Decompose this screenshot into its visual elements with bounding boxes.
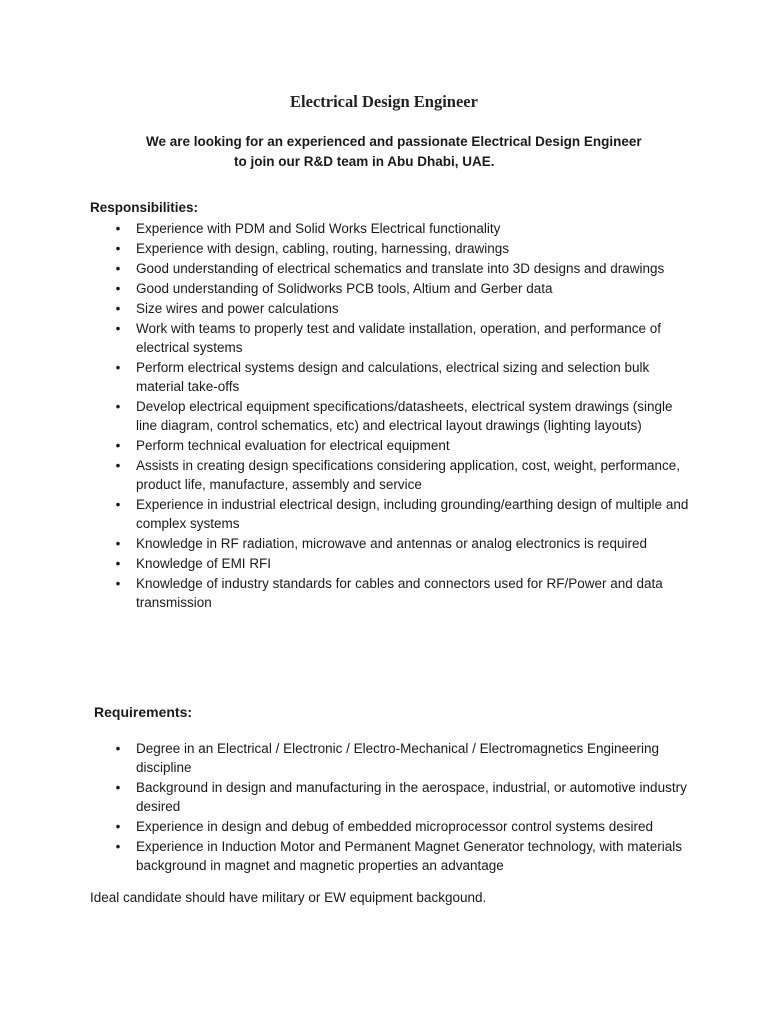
- bullet-icon: •: [115, 321, 121, 336]
- list-item-text: Experience with PDM and Solid Works Electrical functionality: [136, 221, 501, 236]
- list-item: [110, 219, 690, 238]
- list-item: [110, 495, 690, 533]
- list-item-text: Experience in design and debug of embedded microprocessor control systems desired: [136, 819, 654, 834]
- list-item-text: Knowledge of EMI RFI: [136, 556, 272, 571]
- list-item: [110, 299, 690, 318]
- list-item-text: Experience in industrial electrical design, including grounding/earthing design of multiple and complex systems: [136, 497, 689, 531]
- list-item-text: Experience in Induction Motor and Permanent Magnet Generator technology, with materials background in magnet and magnetic properties an advantage: [136, 839, 683, 873]
- list-item: [110, 397, 690, 435]
- list-item-text: Work with teams to properly test and validate installation, operation, and performance of electrical systems: [136, 321, 662, 355]
- list-item: [110, 319, 690, 357]
- bullet-icon: •: [115, 301, 121, 316]
- bullet-icon: •: [115, 399, 121, 414]
- bullet-icon: •: [115, 536, 121, 551]
- list-item-text: Experience with design, cabling, routing, harnessing, drawings: [136, 241, 509, 256]
- list-item: [110, 436, 690, 455]
- intro-line-1: We are looking for an experienced and passionate Electrical Design Engineer: [146, 134, 642, 149]
- list-item-text: Knowledge of industry standards for cables and connectors used for RF/Power and data transmission: [136, 576, 663, 610]
- list-item: [110, 358, 690, 396]
- list-item: [110, 534, 690, 553]
- list-item: [110, 259, 690, 278]
- list-item: [110, 778, 690, 816]
- list-item: [110, 817, 690, 836]
- bullet-icon: •: [115, 281, 121, 296]
- bullet-icon: •: [115, 556, 121, 571]
- list-item: [110, 279, 690, 298]
- list-item: [110, 456, 690, 494]
- bullet-icon: •: [115, 576, 121, 591]
- list-item: [110, 554, 690, 573]
- bullet-icon: •: [115, 438, 121, 453]
- list-item-text: Degree in an Electrical / Electronic / Electro-Mechanical / Electromagnetics Engineering discipline: [136, 741, 659, 775]
- list-item-text: Develop electrical equipment specifications/datasheets, electrical system drawings (single line diagram, control schematics, etc) and electrical layout drawings (lighting layouts): [136, 399, 673, 433]
- list-item-text: Assists in creating design specifications considering application, cost, weight, performance, product life, manufacture, assembly and service: [136, 458, 681, 492]
- intro-line-2: to join our R&D team in Abu Dhabi, UAE.: [234, 154, 495, 169]
- closing-note: Ideal candidate should have military or EW equipment backgound.: [90, 890, 487, 905]
- bullet-icon: •: [115, 261, 121, 276]
- bullet-icon: •: [115, 241, 121, 256]
- list-item: [110, 739, 690, 777]
- bullet-icon: •: [115, 839, 121, 854]
- list-item-text: Good understanding of electrical schematics and translate into 3D designs and drawings: [136, 261, 665, 276]
- requirements-heading: Requirements:: [94, 704, 193, 720]
- bullet-icon: •: [115, 221, 121, 236]
- list-item: [110, 837, 690, 875]
- list-item-text: Knowledge in RF radiation, microwave and antennas or analog electronics is required: [136, 536, 648, 551]
- list-item-text: Size wires and power calculations: [136, 301, 339, 316]
- list-item-text: Background in design and manufacturing in the aerospace, industrial, or automotive industry desired: [136, 780, 687, 814]
- bullet-icon: •: [115, 360, 121, 375]
- bullet-icon: •: [115, 497, 121, 512]
- page-title: Electrical Design Engineer: [290, 92, 478, 111]
- responsibilities-list: [110, 219, 690, 613]
- responsibilities-heading: Responsibilities:: [90, 200, 199, 215]
- list-item-text: Perform electrical systems design and calculations, electrical sizing and selection bulk material take-offs: [136, 360, 650, 394]
- bullet-icon: •: [115, 780, 121, 795]
- list-item-text: Perform technical evaluation for electrical equipment: [136, 438, 450, 453]
- list-item: [110, 574, 690, 612]
- bullet-icon: •: [115, 458, 121, 473]
- requirements-list: [110, 739, 690, 876]
- list-item-text: Good understanding of Solidworks PCB tools, Altium and Gerber data: [136, 281, 553, 296]
- bullet-icon: •: [115, 741, 121, 756]
- bullet-icon: •: [115, 819, 121, 834]
- list-item: [110, 239, 690, 258]
